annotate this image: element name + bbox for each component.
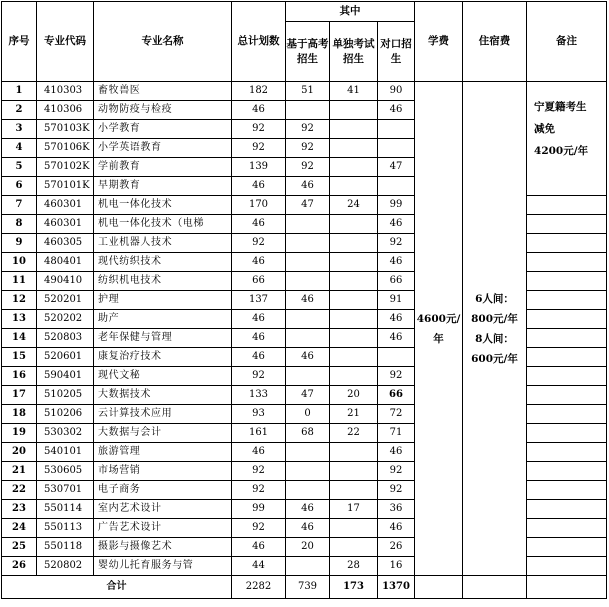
row-plan: 161 [232, 424, 286, 443]
row-gaokao: 46 [286, 500, 330, 519]
row-plan: 92 [232, 120, 286, 139]
row-dui: 72 [378, 405, 415, 424]
total-tuition-cell [415, 576, 463, 599]
row-index: 23 [2, 500, 37, 519]
row-name: 室内艺术设计 [94, 500, 232, 519]
row-code: 530605 [37, 462, 94, 481]
row-name: 现代文秘 [94, 367, 232, 386]
note-empty-cell [527, 424, 607, 443]
row-code: 520601 [37, 348, 94, 367]
row-gaokao [286, 329, 330, 348]
row-dui: 71 [378, 424, 415, 443]
row-code: 530302 [37, 424, 94, 443]
row-name: 小学英语教育 [94, 139, 232, 158]
header-gaokao: 基于高考招生 [286, 22, 330, 82]
row-code: 510206 [37, 405, 94, 424]
row-index: 21 [2, 462, 37, 481]
row-gaokao [286, 253, 330, 272]
row-dui: 47 [378, 158, 415, 177]
note-empty-cell [527, 272, 607, 291]
row-code: 550118 [37, 538, 94, 557]
note-line: 宁夏籍考生 [534, 101, 587, 113]
row-solo: 21 [330, 405, 378, 424]
row-plan: 92 [232, 367, 286, 386]
row-plan: 137 [232, 291, 286, 310]
row-dui: 66 [378, 272, 415, 291]
row-gaokao: 47 [286, 196, 330, 215]
dorm-line: 800元/年 [471, 312, 518, 325]
row-index: 22 [2, 481, 37, 500]
row-index: 25 [2, 538, 37, 557]
row-gaokao: 68 [286, 424, 330, 443]
row-code: 530701 [37, 481, 94, 500]
total-dui: 1370 [378, 576, 415, 599]
row-name: 康复治疗技术 [94, 348, 232, 367]
row-solo [330, 462, 378, 481]
row-plan: 133 [232, 386, 286, 405]
total-solo: 173 [330, 576, 378, 599]
row-dui: 46 [378, 253, 415, 272]
row-code: 550113 [37, 519, 94, 538]
note-line: 减免 [534, 123, 556, 135]
row-index: 11 [2, 272, 37, 291]
row-code: 520803 [37, 329, 94, 348]
row-dui: 92 [378, 367, 415, 386]
header-solo: 单独考试招生 [330, 22, 378, 82]
row-solo [330, 139, 378, 158]
row-index: 20 [2, 443, 37, 462]
row-index: 18 [2, 405, 37, 424]
row-gaokao: 92 [286, 158, 330, 177]
header-index: 序号 [2, 2, 37, 82]
row-plan: 44 [232, 557, 286, 576]
row-plan: 99 [232, 500, 286, 519]
row-solo: 20 [330, 386, 378, 405]
row-name: 旅游管理 [94, 443, 232, 462]
row-solo [330, 101, 378, 120]
row-gaokao [286, 215, 330, 234]
row-name: 电子商务 [94, 481, 232, 500]
row-solo [330, 367, 378, 386]
row-index: 10 [2, 253, 37, 272]
row-index: 17 [2, 386, 37, 405]
row-index: 1 [2, 82, 37, 101]
row-solo [330, 234, 378, 253]
row-dui: 46 [378, 443, 415, 462]
total-row [2, 576, 607, 599]
row-gaokao: 46 [286, 348, 330, 367]
row-name: 大数据技术 [94, 386, 232, 405]
row-plan: 46 [232, 215, 286, 234]
row-dui [378, 139, 415, 158]
row-plan: 46 [232, 177, 286, 196]
row-dui [378, 348, 415, 367]
row-gaokao: 46 [286, 177, 330, 196]
header-plan: 总计划数 [232, 2, 286, 82]
row-solo [330, 158, 378, 177]
row-code: 520802 [37, 557, 94, 576]
row-plan: 46 [232, 538, 286, 557]
row-gaokao [286, 234, 330, 253]
row-name: 小学教育 [94, 120, 232, 139]
row-plan: 139 [232, 158, 286, 177]
note-empty-cell [527, 386, 607, 405]
row-gaokao [286, 367, 330, 386]
row-gaokao: 0 [286, 405, 330, 424]
row-index: 16 [2, 367, 37, 386]
row-gaokao: 46 [286, 291, 330, 310]
note-empty-cell [527, 310, 607, 329]
row-code: 510205 [37, 386, 94, 405]
total-label: 合计 [2, 576, 232, 599]
row-solo [330, 481, 378, 500]
note-empty-cell [527, 291, 607, 310]
row-solo [330, 177, 378, 196]
row-name: 婴幼儿托育服务与管 [94, 557, 232, 576]
row-gaokao: 46 [286, 519, 330, 538]
row-name: 云计算技术应用 [94, 405, 232, 424]
row-gaokao [286, 101, 330, 120]
row-plan: 46 [232, 101, 286, 120]
row-index: 8 [2, 215, 37, 234]
note-empty-cell [527, 234, 607, 253]
row-code: 570103K [37, 120, 94, 139]
row-plan: 46 [232, 329, 286, 348]
row-plan: 46 [232, 310, 286, 329]
row-plan: 92 [232, 481, 286, 500]
enrollment-plan-table [1, 1, 607, 599]
row-solo [330, 329, 378, 348]
note-empty-cell [527, 196, 607, 215]
row-name: 机电一体化技术（电梯 [94, 215, 232, 234]
header-name: 专业名称 [94, 2, 232, 82]
row-plan: 93 [232, 405, 286, 424]
row-plan: 46 [232, 253, 286, 272]
row-dui: 46 [378, 519, 415, 538]
row-plan: 170 [232, 196, 286, 215]
row-index: 12 [2, 291, 37, 310]
row-solo: 24 [330, 196, 378, 215]
row-name: 助产 [94, 310, 232, 329]
row-solo [330, 272, 378, 291]
row-index: 7 [2, 196, 37, 215]
row-dui: 90 [378, 82, 415, 101]
total-note-cell [527, 576, 607, 599]
row-index: 26 [2, 557, 37, 576]
row-code: 480401 [37, 253, 94, 272]
header-note: 备注 [527, 2, 607, 82]
dorm-cell [463, 82, 527, 576]
row-code: 570106K [37, 139, 94, 158]
row-solo: 17 [330, 500, 378, 519]
row-dui [378, 120, 415, 139]
row-solo [330, 291, 378, 310]
row-plan: 92 [232, 462, 286, 481]
row-dui: 91 [378, 291, 415, 310]
row-code: 460301 [37, 196, 94, 215]
note-empty-cell [527, 253, 607, 272]
row-plan: 46 [232, 348, 286, 367]
row-code: 570102K [37, 158, 94, 177]
table-row [2, 82, 607, 101]
row-solo [330, 120, 378, 139]
row-name: 工业机器人技术 [94, 234, 232, 253]
table-body [2, 82, 607, 576]
row-dui: 16 [378, 557, 415, 576]
row-dui: 46 [378, 310, 415, 329]
dorm-line: 8人间： [475, 332, 514, 345]
row-gaokao [286, 310, 330, 329]
row-index: 19 [2, 424, 37, 443]
row-index: 5 [2, 158, 37, 177]
row-solo: 28 [330, 557, 378, 576]
row-gaokao [286, 272, 330, 291]
row-gaokao: 92 [286, 139, 330, 158]
row-code: 410306 [37, 101, 94, 120]
row-solo: 22 [330, 424, 378, 443]
row-plan: 92 [232, 139, 286, 158]
total-gaokao: 739 [286, 576, 330, 599]
row-name: 动物防疫与检疫 [94, 101, 232, 120]
row-index: 6 [2, 177, 37, 196]
row-name: 老年保健与管理 [94, 329, 232, 348]
row-code: 570101K [37, 177, 94, 196]
note-empty-cell [527, 348, 607, 367]
row-solo [330, 443, 378, 462]
row-code: 550114 [37, 500, 94, 519]
note-empty-cell [527, 500, 607, 519]
tuition-cell: 4600元/年 [415, 82, 463, 576]
row-code: 540101 [37, 443, 94, 462]
header-dui: 对口招生 [378, 22, 415, 82]
row-dui: 46 [378, 329, 415, 348]
row-name: 学前教育 [94, 158, 232, 177]
row-plan: 182 [232, 82, 286, 101]
row-name: 畜牧兽医 [94, 82, 232, 101]
row-gaokao: 92 [286, 120, 330, 139]
row-dui: 36 [378, 500, 415, 519]
total-dorm-cell [463, 576, 527, 599]
row-index: 2 [2, 101, 37, 120]
row-name: 大数据与会计 [94, 424, 232, 443]
row-code: 410303 [37, 82, 94, 101]
row-solo [330, 310, 378, 329]
row-name: 护理 [94, 291, 232, 310]
row-dui: 46 [378, 215, 415, 234]
note-empty-cell [527, 443, 607, 462]
row-code: 520202 [37, 310, 94, 329]
note-empty-cell [527, 367, 607, 386]
row-code: 460301 [37, 215, 94, 234]
note-empty-cell [527, 215, 607, 234]
row-code: 490410 [37, 272, 94, 291]
row-gaokao: 20 [286, 538, 330, 557]
row-index: 9 [2, 234, 37, 253]
note-empty-cell [527, 329, 607, 348]
row-gaokao [286, 481, 330, 500]
header-dorm: 住宿费 [463, 2, 527, 82]
note-empty-cell [527, 519, 607, 538]
row-code: 520201 [37, 291, 94, 310]
row-index: 15 [2, 348, 37, 367]
row-name: 早期教育 [94, 177, 232, 196]
note-cell [527, 82, 607, 196]
total-plan: 2282 [232, 576, 286, 599]
note-empty-cell [527, 557, 607, 576]
row-gaokao [286, 557, 330, 576]
row-dui: 92 [378, 462, 415, 481]
row-name: 广告艺术设计 [94, 519, 232, 538]
row-dui [378, 177, 415, 196]
dorm-line: 600元/年 [471, 352, 518, 365]
row-solo [330, 519, 378, 538]
row-name: 机电一体化技术 [94, 196, 232, 215]
note-empty-cell [527, 538, 607, 557]
row-plan: 92 [232, 519, 286, 538]
header-code: 专业代码 [37, 2, 94, 82]
header-among: 其中 [286, 2, 415, 22]
header-tuition: 学费 [415, 2, 463, 82]
note-empty-cell [527, 462, 607, 481]
row-dui: 92 [378, 234, 415, 253]
row-code: 460305 [37, 234, 94, 253]
row-dui: 99 [378, 196, 415, 215]
note-line: 4200元/年 [534, 145, 589, 157]
row-dui: 92 [378, 481, 415, 500]
row-solo [330, 253, 378, 272]
row-index: 3 [2, 120, 37, 139]
row-gaokao [286, 443, 330, 462]
row-gaokao: 51 [286, 82, 330, 101]
row-name: 纺织机电技术 [94, 272, 232, 291]
row-gaokao: 47 [286, 386, 330, 405]
row-solo: 41 [330, 82, 378, 101]
row-index: 14 [2, 329, 37, 348]
row-name: 市场营销 [94, 462, 232, 481]
row-gaokao [286, 462, 330, 481]
row-plan: 92 [232, 234, 286, 253]
row-name: 现代纺织技术 [94, 253, 232, 272]
row-solo [330, 538, 378, 557]
row-plan: 66 [232, 272, 286, 291]
row-index: 13 [2, 310, 37, 329]
row-solo [330, 215, 378, 234]
dorm-line: 6人间： [475, 292, 514, 305]
note-empty-cell [527, 405, 607, 424]
row-dui: 46 [378, 101, 415, 120]
row-solo [330, 348, 378, 367]
row-name: 摄影与摄像艺术 [94, 538, 232, 557]
row-plan: 46 [232, 443, 286, 462]
row-dui: 26 [378, 538, 415, 557]
row-code: 590401 [37, 367, 94, 386]
note-empty-cell [527, 481, 607, 500]
row-dui: 66 [378, 386, 415, 405]
row-index: 24 [2, 519, 37, 538]
row-index: 4 [2, 139, 37, 158]
